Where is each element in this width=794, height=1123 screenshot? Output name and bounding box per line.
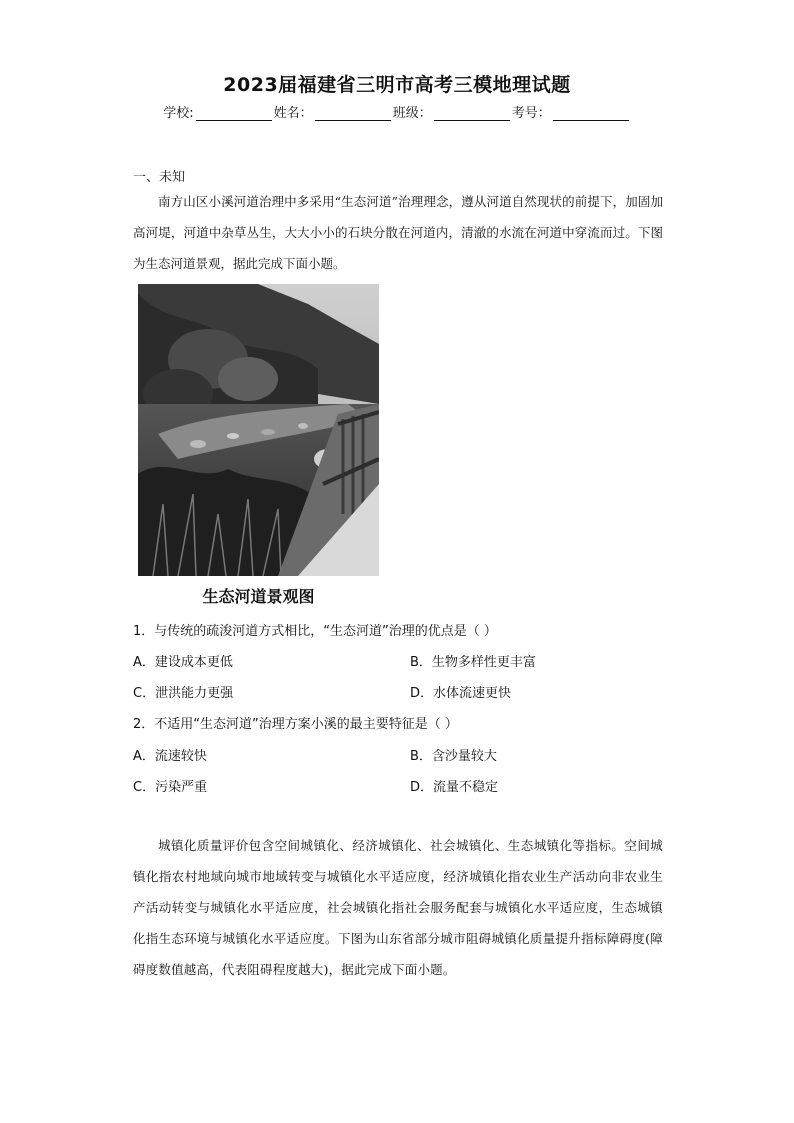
class-field bbox=[393, 102, 512, 121]
section-heading: 一、未知 bbox=[133, 170, 186, 185]
student-info-line bbox=[0, 102, 794, 121]
question-1-option-c[interactable]: C．泄洪能力更强 bbox=[133, 686, 234, 701]
exam-number-field bbox=[512, 102, 631, 121]
river-landscape-photo bbox=[138, 284, 379, 576]
class-blank bbox=[434, 106, 510, 121]
page-title: 2023届福建省三明市高考三模地理试题 bbox=[223, 74, 571, 96]
question-1-stem: 1．与传统的疏浚河道方式相比，“生态河道”治理的优点是（ ） bbox=[133, 624, 497, 639]
school-label: 学校: bbox=[163, 106, 194, 121]
exam-number-label: 考号： bbox=[511, 106, 551, 121]
exam-number-blank bbox=[553, 106, 629, 121]
question-1-option-a[interactable]: A．建设成本更低 bbox=[133, 655, 233, 670]
question-2-option-d[interactable]: D．流量不稳定 bbox=[410, 780, 499, 795]
question-1-option-b[interactable]: B．生物多样性更丰富 bbox=[410, 655, 536, 670]
question-2-option-c[interactable]: C．污染严重 bbox=[133, 780, 208, 795]
passage-ecological-river: 南方山区小溪河道治理中多采用“生态河道”治理理念，遵从河道自然现状的前提下，加固加高河堤，河道中杂草丛生，大大小小的石块分散在河道内，清澈的水流在河道中穿流而过。下图为生态河道景观，据此完成下面小题。 bbox=[133, 194, 663, 271]
figure-caption: 生态河道景观图 bbox=[202, 587, 315, 606]
question-2-option-b[interactable]: B．含沙量较大 bbox=[410, 749, 497, 764]
name-field bbox=[274, 102, 393, 121]
class-label: 班级： bbox=[392, 106, 432, 121]
question-2-option-a[interactable]: A．流速较快 bbox=[133, 749, 207, 764]
name-blank bbox=[315, 106, 391, 121]
school-field bbox=[163, 102, 273, 121]
passage-urbanization-quality: 城镇化质量评价包含空间城镇化、经济城镇化、社会城镇化、生态城镇化等指标。空间城镇化指农村地域向城市地域转变与城镇化水平适应度，经济城镇化指农业生产活动向非农业生产活动转变与城镇化水平适应度，社会城镇化指社会服务配套与城镇化水平适应度，生态城镇化指生态环境与城镇化水平适应度。下图为山东省部分城市阻碍城镇化质量提升指标障碍度(障碍度数值越高，代表阻碍程度越大)，据此完成下面小题。 bbox=[133, 838, 663, 977]
question-2-stem: 2．不适用“生态河道”治理方案小溪的最主要特征是（ ） bbox=[133, 717, 458, 732]
school-blank bbox=[196, 106, 272, 121]
name-label: 姓名： bbox=[273, 106, 313, 121]
question-1-option-d[interactable]: D．水体流速更快 bbox=[410, 686, 512, 701]
